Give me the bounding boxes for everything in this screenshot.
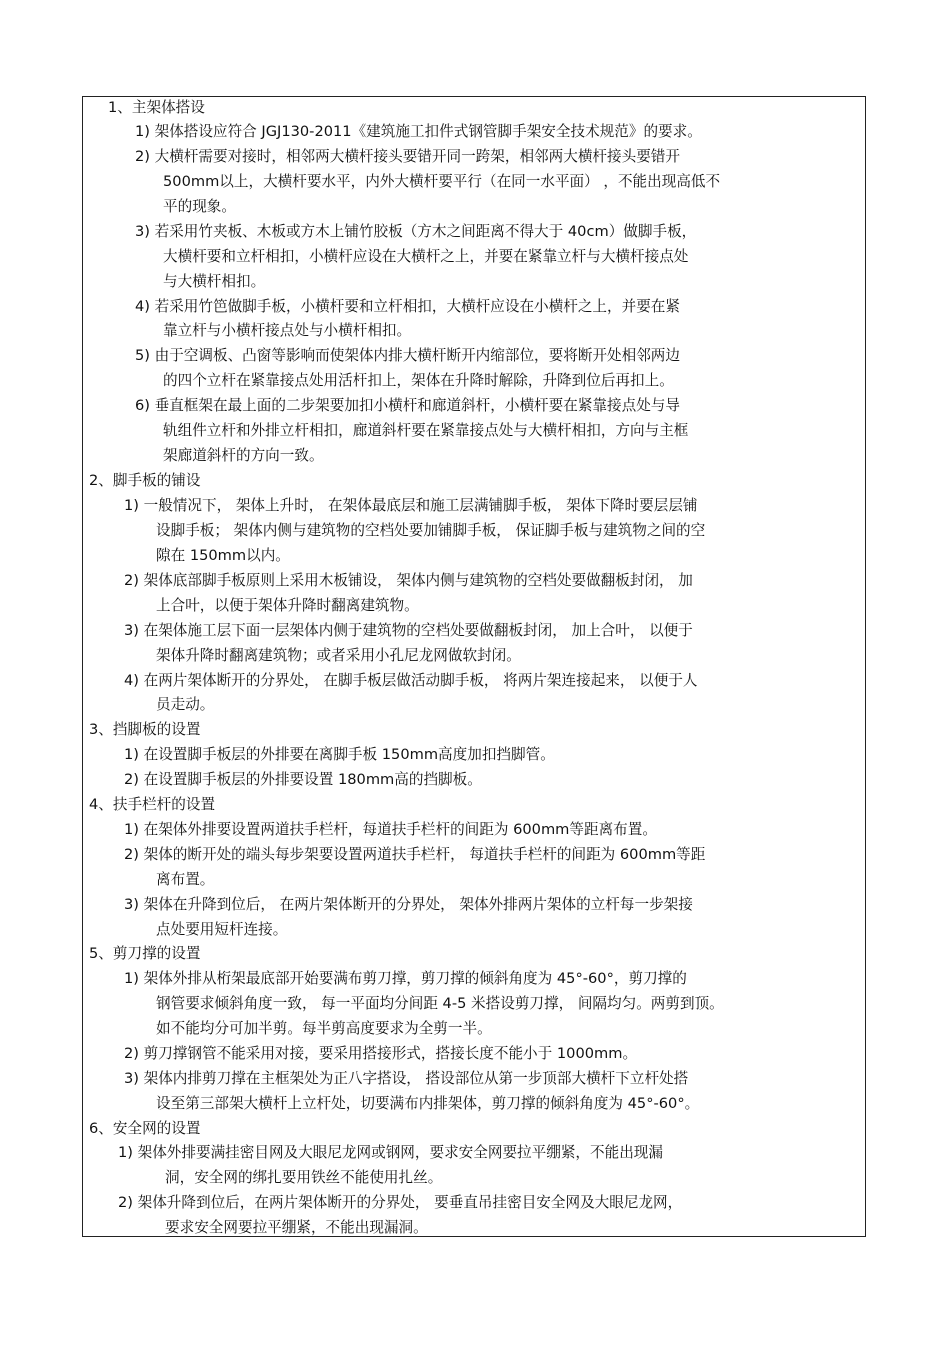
text-line: 1) 在架体外排要设置两道扶手栏杆，每道扶手栏杆的间距为 600mm等距离布置。 [124, 821, 657, 838]
text-line: 2) 架体的断开处的端头每步架要设置两道扶手栏杆， 每道扶手栏杆的间距为 600mm等距 [124, 846, 706, 863]
text-line: 大横杆要和立杆相扣，小横杆应设在大横杆之上，并要在紧靠立杆与大横杆接点处 [163, 248, 689, 265]
text-line: 1) 一般情况下， 架体上升时， 在架体最底层和施工层满铺脚手板， 架体下降时要层层铺 [124, 497, 698, 514]
text-line: 2) 大横杆需要对接时，相邻两大横杆接头要错开同一跨架，相邻两大横杆接头要错开 [135, 148, 680, 165]
text-line: 如不能均分可加半剪。每半剪高度要求为全剪一半。 [156, 1020, 492, 1037]
text-line: 1) 架体外排要满挂密目网及大眼尼龙网或钢网，要求安全网要拉平绷紧，不能出现漏 [118, 1144, 663, 1161]
text-line: 2) 架体底部脚手板原则上采用木板铺设， 架体内侧与建筑物的空档处要做翻板封闭， 加 [124, 572, 693, 589]
text-line: 与大横杆相扣。 [163, 273, 266, 290]
text-line: 3) 架体内排剪刀撑在主框架处为正八字搭设， 搭设部位从第一步顶部大横杆下立杆处搭 [124, 1070, 689, 1087]
text-line: 设脚手板； 架体内侧与建筑物的空档处要加铺脚手板， 保证脚手板与建筑物之间的空 [156, 522, 706, 539]
text-line: 5) 由于空调板、凸窗等影响而使架体内排大横杆断开内缩部位，要将断开处相邻两边 [135, 347, 680, 364]
text-line: 500mm以上，大横杆要水平，内外大横杆要平行（在同一水平面） ，不能出现高低不 [163, 173, 721, 190]
text-line: 3) 架体在升降到位后， 在两片架体断开的分界处， 架体外排两片架体的立杆每一步架接 [124, 896, 693, 913]
text-line: 靠立杆与小横杆接点处与小横杆相扣。 [163, 322, 412, 339]
text-line: 1、主架体搭设 [108, 99, 205, 116]
text-line: 钢管要求倾斜角度一致， 每一平面均分间距 4-5 米搭设剪刀撑， 间隔均匀。两剪到顶。 [156, 995, 724, 1012]
text-line: 轨组件立杆和外排立杆相扣，廊道斜杆要在紧靠接点处与大横杆相扣，方向与主框 [163, 422, 689, 439]
text-line: 洞，安全网的绑扎要用铁丝不能使用扎丝。 [165, 1169, 443, 1186]
text-line: 4、扶手栏杆的设置 [89, 796, 216, 813]
text-line: 点处要用短杆连接。 [156, 921, 288, 938]
text-line: 的四个立杆在紧靠接点处用活杆扣上，架体在升降时解除，升降到位后再扣上。 [163, 372, 674, 389]
text-line: 2) 剪刀撑钢管不能采用对接，要采用搭接形式，搭接长度不能小于 1000mm。 [124, 1045, 638, 1062]
text-line: 5、剪刀撑的设置 [89, 945, 201, 962]
text-line: 离布置。 [156, 871, 215, 888]
text-line: 2、脚手板的铺设 [89, 472, 201, 489]
text-line: 6、安全网的设置 [89, 1120, 201, 1137]
text-line: 3) 在架体施工层下面一层架体内侧于建筑物的空档处要做翻板封闭， 加上合叶， 以便于 [124, 622, 693, 639]
text-line: 4) 在两片架体断开的分界处， 在脚手板层做活动脚手板， 将两片架连接起来， 以便于人 [124, 672, 698, 689]
text-line: 3) 若采用竹夹板、木板或方木上铺竹胶板（方木之间距离不得大于 40cm）做脚手板， [135, 223, 697, 240]
text-line: 架廊道斜杆的方向一致。 [163, 447, 324, 464]
text-line: 4) 若采用竹笆做脚手板，小横杆要和立杆相扣，大横杆应设在小横杆之上，并要在紧 [135, 298, 680, 315]
text-line: 要求安全网要拉平绷紧，不能出现漏洞。 [165, 1219, 428, 1236]
text-line: 2) 在设置脚手板层的外排要设置 180mm高的挡脚板。 [124, 771, 482, 788]
text-line: 1) 架体搭设应符合 JGJ130-2011《建筑施工扣件式钢管脚手架安全技术规范》的要求。 [135, 123, 702, 140]
text-line: 3、挡脚板的设置 [89, 721, 201, 738]
text-line: 1) 在设置脚手板层的外排要在离脚手板 150mm高度加扣挡脚管。 [124, 746, 555, 763]
text-line: 1) 架体外排从桁架最底部开始要满布剪刀撑，剪刀撑的倾斜角度为 45°-60°，剪刀撑的 [124, 970, 687, 987]
text-line: 设至第三部架大横杆上立杆处，切要满布内排架体，剪刀撑的倾斜角度为 45°-60°。 [156, 1095, 700, 1112]
text-line: 上合叶，以便于架体升降时翻离建筑物。 [156, 597, 419, 614]
text-line: 隙在 150mm以内。 [156, 547, 290, 564]
text-line: 架体升降时翻离建筑物；或者采用小孔尼龙网做软封闭。 [156, 647, 521, 664]
text-line: 2) 架体升降到位后，在两片架体断开的分界处， 要垂直吊挂密目安全网及大眼尼龙网， [118, 1194, 683, 1211]
text-line: 平的现象。 [163, 198, 236, 215]
text-line: 员走动。 [156, 696, 215, 713]
content-frame [82, 96, 866, 1237]
text-line: 6) 垂直框架在最上面的二步架要加扣小横杆和廊道斜杆，小横杆要在紧靠接点处与导 [135, 397, 680, 414]
